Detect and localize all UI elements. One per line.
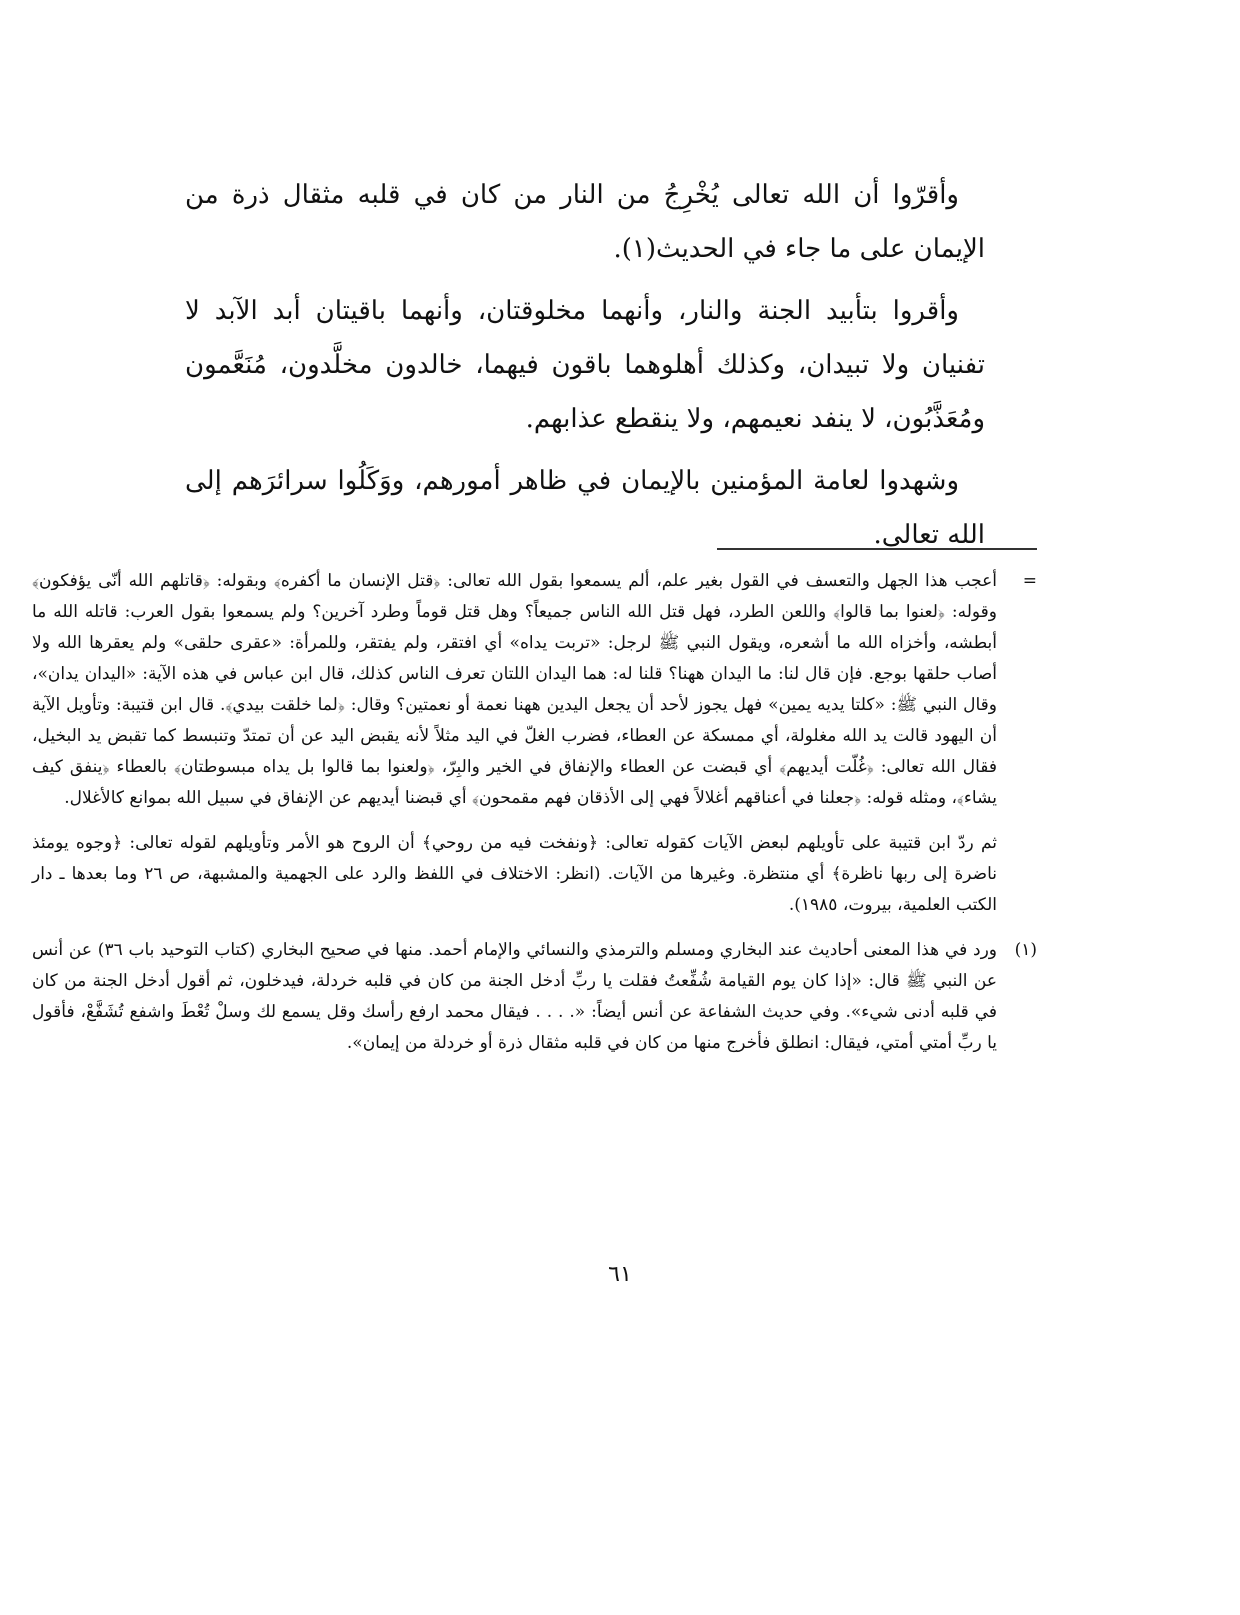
page-number: ٦١: [608, 1262, 632, 1287]
main-paragraph-2: وأقروا بتأبيد الجنة والنار، وأنهما مخلوقتان، وأنهما باقيتان أبد الآبد لا تفنيان ولا تبيدان، وكذلك أهلوهما باقون فيهما، خالدون مخلَّدون، مُنَعَّمون ومُعَذَّبُون، لا ينفد نعيمهم، ولا ينقطع عذابهم.: [185, 296, 985, 434]
footnote-continued-text: أعجب هذا الجهل والتعسف في القول بغير علم، ألم يسمعوا بقول الله تعالى: ﴿قتل الإنسان ما أكفره﴾ وبقوله: ﴿قاتلهم الله أنّى يؤفكون﴾ وقوله: ﴿لعنوا بما قالوا﴾ واللعن الطرد، فهل قتل الله الناس جميعاً؟ وهل قتل قوماً وطرد آخرين؟ ولم يسمعوا بقول العرب: قاتله الله ما أبطشه، وأخزاه الله ما أشعره، ويقول النبي ﷺ لرجل: «تربت يداه» أي افتقر، ولم يفتقر، وللمرأة: «عقرى حلقى» ولم يعقرها الله ولا أصاب حلقها بوجع. فإن قال لنا: ما اليدان ههنا؟ قلنا له: هما اليدان اللتان تعرف الناس كذلك، قال ابن عباس في هذه الآية: «اليدان يدان»، وقال النبي ﷺ: «كلتا يديه يمين» فهل يجوز لأحد أن يجعل اليدين ههنا نعمة أو نعمتين؟ وقال: ﴿لما خلقت بيدي﴾. قال ابن قتيبة: وتأويل الآية أن اليهود قالت يد الله مغلولة، أي ممسكة عن العطاء، فضرب الغلّ في اليد مثلاً لأنه يقبض اليد عن أن تمتدّ وتنبسط كما تقبض يد البخيل، فقال الله تعالى: ﴿غُلّت أيديهم﴾ أي قبضت عن العطاء والإنفاق في الخير والبِرّ، ﴿ولعنوا بما قالوا بل يداه مبسوطتان﴾ بالعطاء ﴿ينفق كيف يشاء﴾، ومثله قوله: ﴿جعلنا في أعناقهم أغلالاً فهي إلى الأذقان فهم مقمحون﴾ أي قبضنا أيديهم عن الإنفاق في سبيل الله بموانع كالأغلال.: [32, 571, 997, 808]
footnote-separator-rule: [717, 548, 1037, 550]
footnote-continued-marker: =: [1022, 571, 1037, 591]
footnote-continuation-paragraph: ثم ردّ ابن قتيبة على تأويلهم لبعض الآيات كقوله تعالى: ﴿ونفخت فيه من روحي﴾ أن الروح هو الأمر وتأويلهم لقوله تعالى: ﴿وجوه يومئذ ناضرة إلى ربها ناظرة﴾ أي منتظرة. وغيرها من الآيات. (انظر: الاختلاف في اللفظ والرد على الجهمية والمشبهة، ص ٢٦ وما بعدها ـ دار الكتب العلمية، بيروت، ١٩٨٥).: [32, 833, 997, 915]
main-paragraph-1: وأقرّوا أن الله تعالى يُخْرِجُ من النار من كان في قلبه مثقال ذرة من الإيمان على ما جاء في الحديث(١).: [185, 180, 985, 264]
footnote-1-text: ورد في هذا المعنى أحاديث عند البخاري ومسلم والترمذي والنسائي والإمام أحمد. منها في صحيح البخاري (كتاب التوحيد باب ٣٦) عن أنس عن النبي ﷺ قال: «إذا كان يوم القيامة شُفِّعتُ فقلت يا ربِّ أدخل الجنة من كان في قلبه خردلة، فيدخلون، ثم أقول أدخل الجنة من كان في قلبه أدنى شيء». وفي حديث الشفاعة عن أنس أيضاً: «. . . . فيقال محمد ارفع رأسك وقل يسمع لك وسلْ تُعْطَ واشفع تُشَفَّعْ، فأقول يا ربِّ أمتي أمتي، فيقال: انطلق فأخرج منها من كان في قلبه مثقال ذرة أو خردلة من إيمان».: [32, 940, 998, 1053]
footnote-1: [32, 935, 1037, 1059]
footnote-continued: [32, 566, 1037, 814]
main-text-body: [185, 168, 985, 570]
footnotes-section: [32, 566, 1037, 1059]
main-paragraph-3: وشهدوا لعامة المؤمنين بالإيمان في ظاهر أمورهم، ووَكَلُوا سرائرَهم إلى الله تعالى.: [185, 466, 985, 550]
footnote-1-marker: (١): [1014, 940, 1037, 960]
